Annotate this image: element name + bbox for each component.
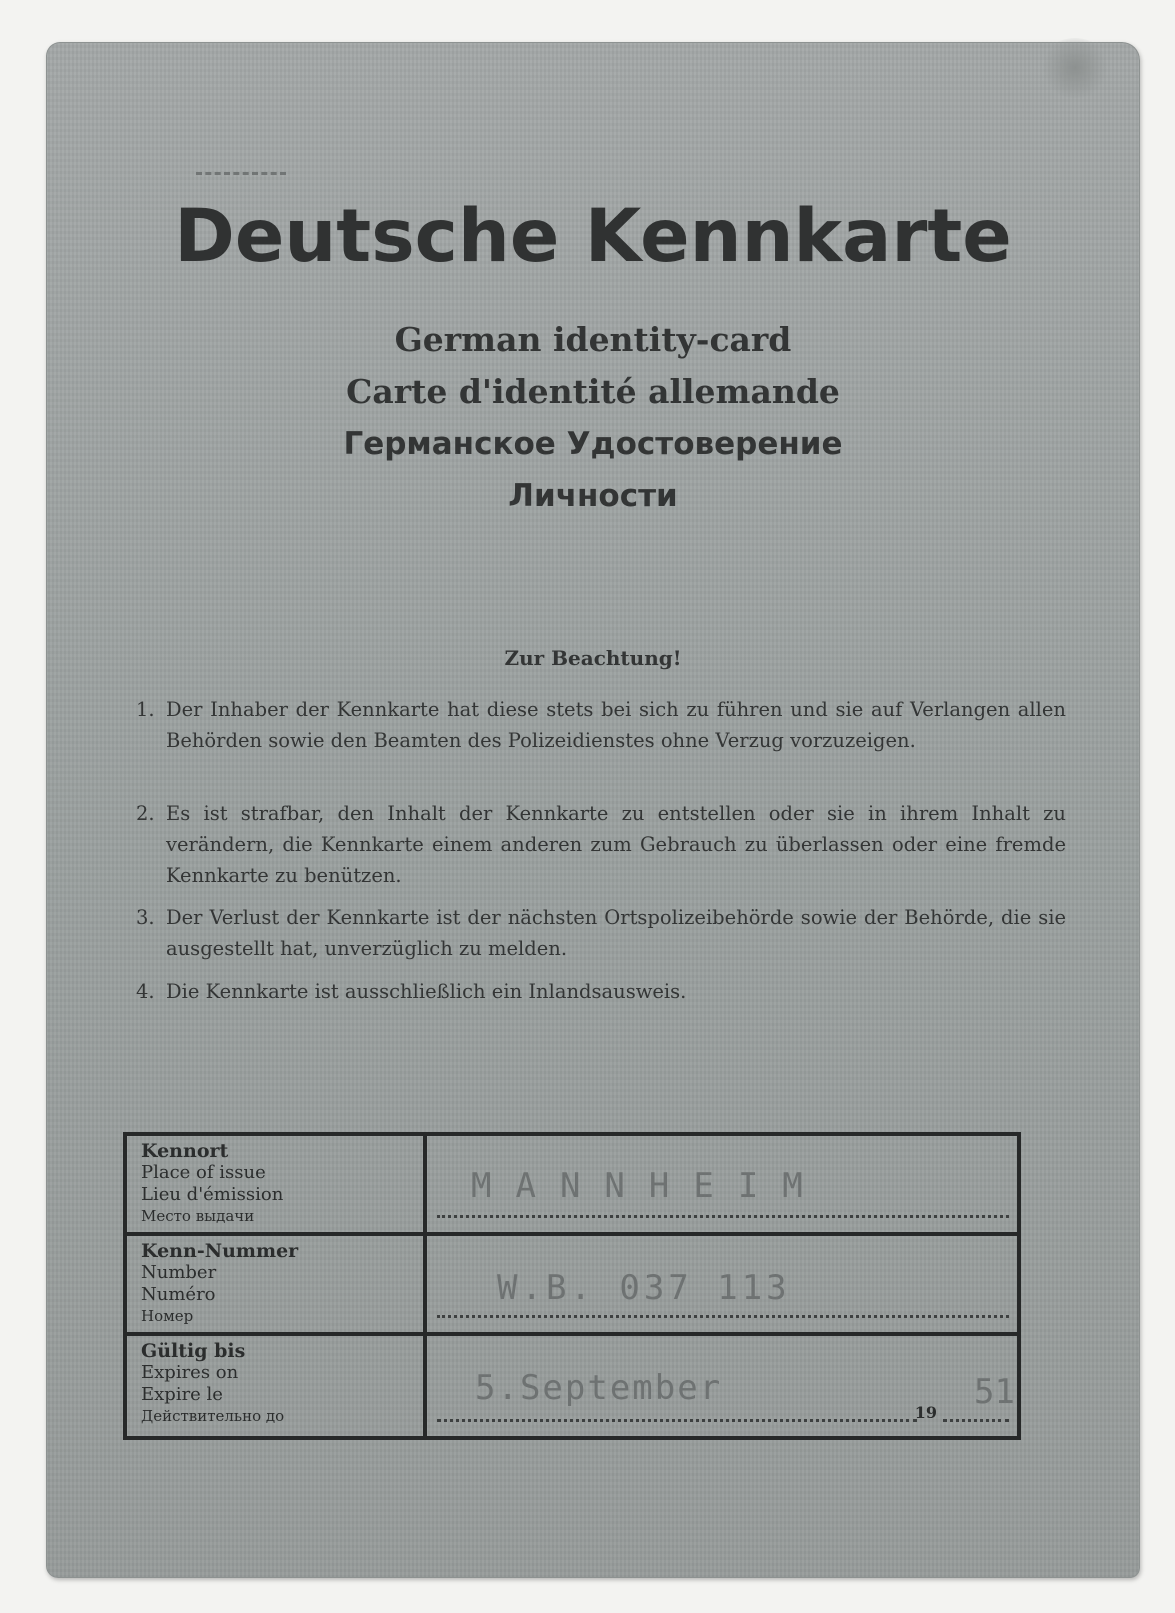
label-de: Kenn-Nummer (141, 1240, 299, 1262)
dotted-line (437, 1419, 917, 1422)
notice-item-text: Die Kennkarte ist ausschließlich ein Inlandsausweis. (166, 980, 687, 1003)
field-label-number (127, 1236, 427, 1336)
label-ru: Действительно до (141, 1407, 285, 1425)
identity-card (46, 42, 1140, 1578)
label-en: Expires on (141, 1362, 239, 1383)
label-de: Kennort (141, 1140, 229, 1162)
subtitle-english: German identity-card (394, 320, 792, 359)
label-fr: Expire le (141, 1384, 223, 1405)
field-value-expires (427, 1336, 1017, 1436)
field-value-number (427, 1236, 1017, 1336)
field-value-place-of-issue (427, 1136, 1017, 1236)
label-fr: Numéro (141, 1284, 216, 1305)
card-number-value: W.B. 037 113 (497, 1268, 791, 1308)
expiry-date-value: 5.September (475, 1368, 723, 1408)
pencil-mark (196, 172, 286, 185)
notice-item (136, 798, 1066, 891)
notice-item-number: 3. (136, 906, 155, 929)
notice-item-text: Der Verlust der Kennkarte ist der nächsten Ortspolizeibehörde sowie der Behörde, die sie ausgestellt hat, unverzüglich zu melden. (166, 906, 1066, 960)
subtitle-russian-line2: Личности (508, 478, 678, 514)
notice-item-text: Der Inhaber der Kennkarte hat diese stets bei sich zu führen und sie auf Verlangen allen Behörden sowie den Beamten des Polizeidienstes ohne Verzug vorzuzeigen. (166, 698, 1066, 752)
notice-item-number: 2. (136, 802, 155, 825)
label-de: Gültig bis (141, 1340, 246, 1362)
place-of-issue-value: MANNHEIM (471, 1166, 827, 1206)
notice-item (136, 976, 1066, 1007)
label-en: Place of issue (141, 1162, 266, 1183)
dotted-line (437, 1215, 1009, 1218)
card-title: Deutsche Kennkarte (174, 194, 1012, 279)
year-dotted-line (943, 1419, 1009, 1422)
field-label-place-of-issue (127, 1136, 427, 1236)
field-label-expires (127, 1336, 427, 1436)
label-ru: Номер (141, 1307, 194, 1325)
notice-item (136, 902, 1066, 964)
notice-item-text: Es ist strafbar, den Inhalt der Kennkarte zu entstellen oder sie in ihrem Inhalt zu verändern, die Kennkarte einem anderen zum Gebrauch zu überlassen oder eine fremde Kennkarte zu benützen. (166, 802, 1066, 887)
notice-item-number: 1. (136, 698, 155, 721)
identity-fields-table (123, 1132, 1021, 1440)
notice-heading: Zur Beachtung! (504, 646, 682, 670)
label-en: Number (141, 1262, 217, 1283)
label-fr: Lieu d'émission (141, 1184, 284, 1205)
year-prefix: 19 (914, 1403, 937, 1422)
expiry-year-value: 51 (974, 1372, 1015, 1412)
subtitle-french: Carte d'identité allemande (346, 372, 840, 411)
notice-item (136, 694, 1066, 756)
label-ru: Место выдачи (141, 1207, 255, 1225)
worn-corner (1040, 38, 1110, 98)
notice-item-number: 4. (136, 980, 155, 1003)
subtitle-russian-line1: Германское Удостоверение (343, 426, 843, 462)
dotted-line (437, 1315, 1009, 1318)
